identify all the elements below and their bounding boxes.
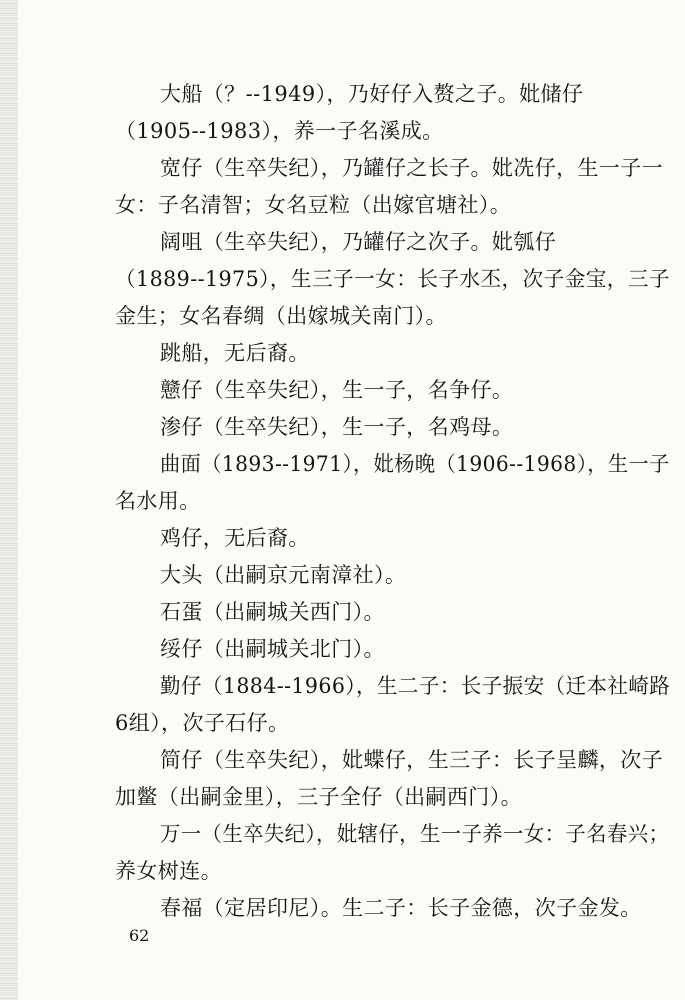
paragraph-line: 宽仔（生卒失纪），乃罐仔之长子。妣冼仔，生一子一 [160,156,664,180]
paragraph-line: 跳船，无后裔。 [160,341,310,365]
paragraph-line: 名水用。 [115,489,201,513]
paragraph-line: 金生；女名春绸（出嫁城关南门）。 [115,304,447,328]
paragraph-line: 春福（定居印尼）。生二子：长子金德，次子金发。 [160,896,642,920]
paragraph-line: 6组），次子石仔。 [115,711,290,735]
paragraph-line: 阔咀（生卒失纪），乃罐仔之次子。妣瓠仔 [160,230,557,254]
paragraph-line: 简仔（生卒失纪），妣蝶仔，生三子：长子呈麟，次子 [160,748,664,772]
paragraph-line: （1905--1983），养一子名溪成。 [115,119,444,143]
page-number: 62 [129,926,150,945]
paragraph-line: 女：子名清智；女名豆粒（出嫁官塘社）。 [115,193,512,217]
paragraph-line: 大头（出嗣京元南漳社）。 [160,563,407,587]
paragraph-line: 鸡仔，无后裔。 [160,526,310,550]
paragraph-line: 渗仔（生卒失纪），生一子，名鸡母。 [160,415,514,439]
paragraph-line: 养女树连。 [115,859,222,883]
paragraph-line: 万一（生卒失纪），妣辖仔，生一子养一女：子名春兴； [160,822,670,846]
paragraph-line: （1889--1975），生三子一女：长子水丕，次子金宝，三子 [115,267,670,291]
paragraph-line: 曲面（1893--1971），妣杨晚（1906--1968），生一子 [160,452,670,476]
paragraph-line: 石蛋（出嗣城关西门）。 [160,600,385,624]
paragraph-line: 大船（？--1949），乃好仔入赘之子。妣储仔 [160,82,584,106]
paragraph-line: 绥仔（出嗣城关北门）。 [160,637,385,661]
paragraph-line: 勤仔（1884--1966），生二子：长子振安（迁本社崎路 [160,674,671,698]
paragraph-line: 戆仔（生卒失纪），生一子，名争仔。 [160,378,514,402]
paragraph-line: 加鳖（出嗣金里），三子全仔（出嗣西门）。 [115,785,522,809]
